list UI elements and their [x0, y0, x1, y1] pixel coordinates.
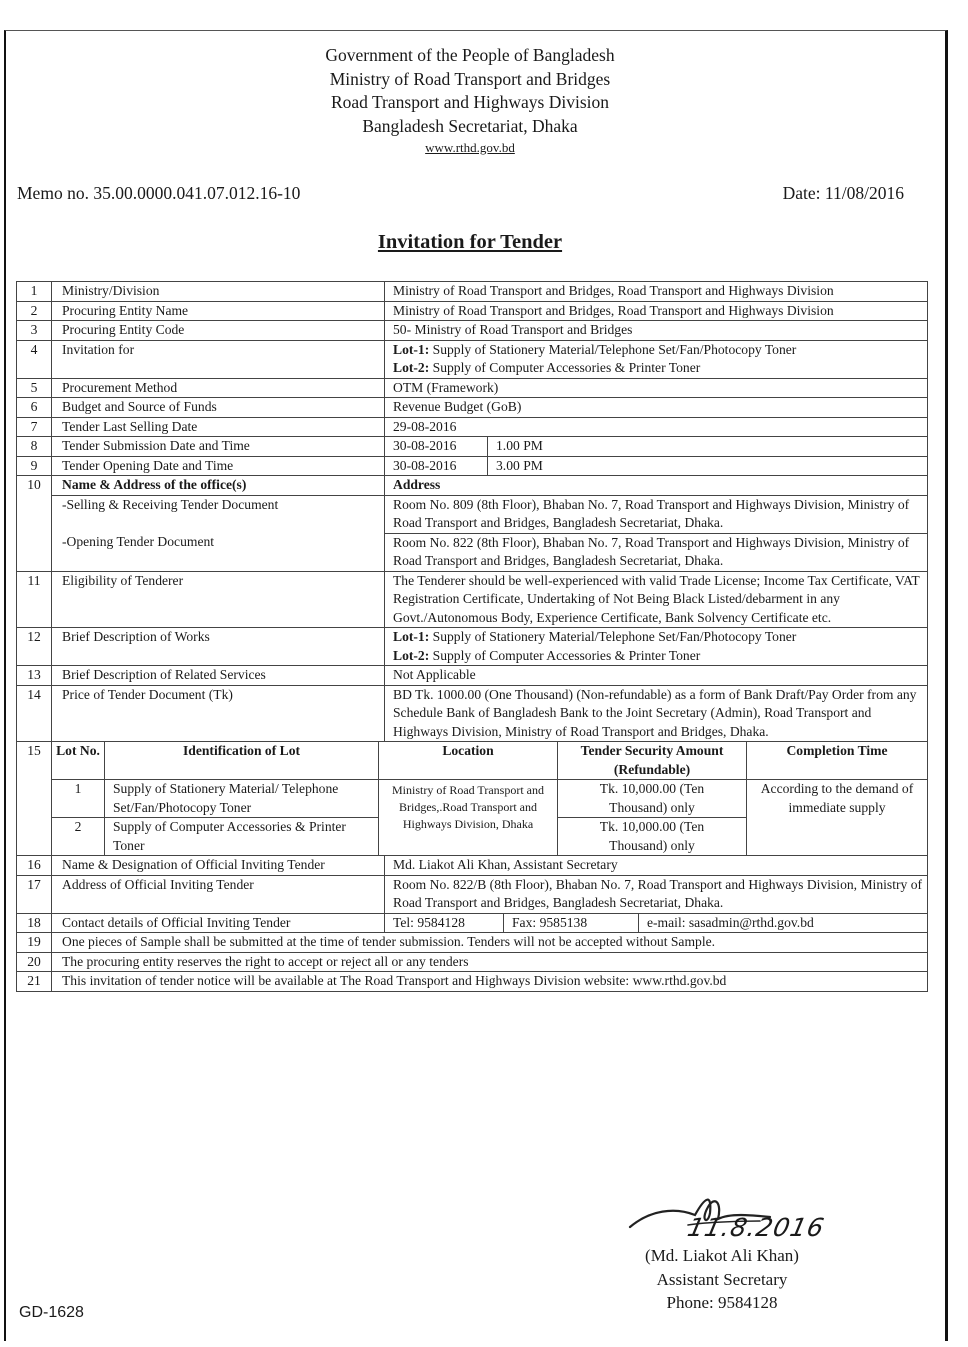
table-row	[17, 856, 928, 876]
signature-date: 11.8.2016	[684, 1213, 828, 1242]
lot-number: 1	[52, 780, 105, 818]
row-label: Tender Submission Date and Time	[52, 437, 385, 457]
lot-2-tag: Lot-2:	[393, 647, 430, 663]
row-number: 20	[17, 952, 52, 972]
footer-code: GD-1628	[19, 1304, 84, 1321]
row-value: Revenue Budget (GoB)	[385, 398, 928, 418]
contact-fax: Fax: 9585138	[503, 914, 638, 933]
row-number: 16	[17, 856, 52, 876]
table-row	[17, 437, 928, 457]
table-row	[17, 282, 928, 302]
table-row	[17, 321, 928, 341]
row-value: OTM (Framework)	[385, 378, 928, 398]
memo-number: Memo no. 35.00.0000.041.07.012.16-10	[17, 183, 301, 203]
table-row	[17, 628, 928, 666]
row-number: 12	[17, 628, 52, 666]
signatory-phone: Phone: 9584128	[666, 1293, 778, 1312]
row-value: Not Applicable	[385, 666, 928, 686]
table-row	[17, 933, 928, 953]
tender-table	[16, 281, 928, 992]
header-line-4: Bangladesh Secretariat, Dhaka	[362, 115, 578, 136]
lot-number: 2	[52, 818, 105, 856]
table-row	[17, 398, 928, 418]
row-number: 4	[17, 340, 52, 378]
table-row	[17, 742, 928, 856]
lot-table-header	[52, 742, 927, 780]
lot-2-tag: Lot-2:	[393, 360, 430, 375]
table-row	[17, 417, 928, 437]
row-label: Name & Address of the office(s)	[52, 476, 385, 496]
table-row	[17, 495, 928, 533]
submission-date: 30-08-2016	[393, 438, 457, 453]
table-row	[17, 301, 928, 321]
table-row	[17, 685, 928, 742]
lot-2-text: Supply of Computer Accessories & Printer Toner	[429, 360, 701, 375]
row-number: 17	[17, 875, 52, 913]
row-value	[385, 628, 928, 666]
lot-row	[52, 780, 927, 818]
row-label: Price of Tender Document (Tk)	[52, 685, 385, 742]
header-line-3: Road Transport and Highways Division	[330, 92, 610, 112]
lot-security: Tk. 10,000.00 (Ten Thousand) only	[558, 818, 747, 856]
row-label: -Opening Tender Document	[52, 533, 385, 571]
website-link[interactable]: www.rthd.gov.bd	[425, 140, 515, 155]
row-value	[385, 437, 928, 457]
table-row	[17, 378, 928, 398]
header-line-1: Government of the People of Bangladesh	[325, 45, 615, 65]
lot-table-cell	[52, 742, 928, 856]
row-value: Ministry of Road Transport and Bridges, Road Transport and Highways Division	[385, 282, 928, 302]
row-value: The Tenderer should be well-experienced with valid Trade License; Income Tax Certificate, VAT Registration Certificate, Undertaking of Not Being Black Listed/debarment in any Govt./Autonomous Body, Experience Certificate, Bank Solvency Certificate etc.	[385, 571, 928, 628]
lot-identification: Supply of Computer Accessories & Printer Toner	[105, 818, 379, 856]
row-label: Budget and Source of Funds	[52, 398, 385, 418]
row-value: Room No. 809 (8th Floor), Bhaban No. 7, Road Transport and Highways Division, Ministry of Road Transport and Bridges, Bangladesh Secretariat, Dhaka.	[385, 495, 928, 533]
opening-date: 30-08-2016	[393, 457, 457, 473]
row-label: Address of Official Inviting Tender	[52, 875, 385, 913]
lot-2-text: Supply of Computer Accessories & Printer Toner	[429, 647, 701, 663]
lot-identification: Supply of Stationery Material/ Telephone Set/Fan/Photocopy Toner	[105, 780, 379, 818]
row-label: Procuring Entity Code	[52, 321, 385, 341]
header-completion: Completion Time	[747, 742, 928, 780]
row-value: 50- Ministry of Road Transport and Bridges	[385, 321, 928, 341]
signatory-block	[606, 1244, 838, 1315]
contact-tel: Tel: 9584128	[393, 914, 465, 930]
letterhead	[0, 44, 940, 158]
row-number: 11	[17, 571, 52, 628]
opening-time: 3.00 PM	[487, 457, 580, 476]
lot-table	[52, 742, 927, 855]
row-label: Procurement Method	[52, 378, 385, 398]
table-row	[17, 913, 928, 933]
submission-time: 1.00 PM	[487, 437, 580, 456]
row-number: 7	[17, 417, 52, 437]
table-row	[17, 972, 928, 992]
row-number: 3	[17, 321, 52, 341]
lot-location: Ministry of Road Transport and Bridges,.Road Transport and Highways Division, Dhaka	[379, 780, 558, 856]
header-security: Tender Security Amount (Refundable)	[558, 742, 747, 780]
header-identification: Identification of Lot	[105, 742, 379, 780]
row-label: Ministry/Division	[52, 282, 385, 302]
table-row	[17, 476, 928, 496]
row-value: This invitation of tender notice will be available at The Road Transport and Highways Division website: www.rthd.gov.bd	[52, 972, 928, 992]
row-number: 19	[17, 933, 52, 953]
lot-completion: According to the demand of immediate supply	[747, 780, 928, 856]
page-title: Invitation for Tender	[377, 231, 563, 253]
table-row	[17, 666, 928, 686]
row-number: 8	[17, 437, 52, 457]
row-label: Brief Description of Works	[52, 628, 385, 666]
row-value	[385, 456, 928, 476]
row-value	[385, 913, 928, 933]
row-value: Address	[385, 476, 928, 496]
memo-date: Date: 11/08/2016	[782, 183, 904, 203]
row-value: BD Tk. 1000.00 (One Thousand) (Non-refundable) as a form of Bank Draft/Pay Order from any Schedule Bank of Bangladesh Bank to the Joint Secretary (Admin), Road Transport and Highways Division, Ministry of Road Transport and Bridges, Dhaka.	[385, 685, 928, 742]
row-label: Tender Opening Date and Time	[52, 456, 385, 476]
contact-email[interactable]: e-mail: sasadmin@rthd.gov.bd	[638, 914, 818, 933]
row-value: Room No. 822/B (8th Floor), Bhaban No. 7, Road Transport and Highways Division, Ministry of Road Transport and Bridges, Bangladesh Secretariat, Dhaka.	[385, 875, 928, 913]
signatory-designation: Assistant Secretary	[656, 1269, 788, 1289]
row-number: 13	[17, 666, 52, 686]
row-number: 15	[17, 742, 52, 856]
row-number: 9	[17, 456, 52, 476]
row-value: Ministry of Road Transport and Bridges, Road Transport and Highways Division	[385, 301, 928, 321]
table-row	[17, 875, 928, 913]
lot-1-text: Supply of Stationery Material/Telephone Set/Fan/Photocopy Toner	[429, 341, 797, 357]
table-row	[17, 533, 928, 571]
row-label: Eligibility of Tenderer	[52, 571, 385, 628]
signatory-name: (Md. Liakot Ali Khan)	[645, 1246, 799, 1265]
row-label: -Selling & Receiving Tender Document	[52, 495, 385, 533]
lot-security: Tk. 10,000.00 (Ten Thousand) only	[558, 780, 747, 818]
lot-1-tag: Lot-1:	[393, 341, 430, 357]
row-value: Room No. 822 (8th Floor), Bhaban No. 7, Road Transport and Highways Division, Ministry of Road Transport and Bridges, Bangladesh Secretariat, Dhaka.	[385, 533, 928, 571]
row-value: 29-08-2016	[385, 417, 928, 437]
lot-1-tag: Lot-1:	[393, 629, 430, 644]
row-label: Contact details of Official Inviting Tender	[52, 913, 385, 933]
row-label: Name & Designation of Official Inviting Tender	[52, 856, 385, 876]
table-row	[17, 340, 928, 378]
row-label: Invitation for	[52, 340, 385, 378]
row-label: Procuring Entity Name	[52, 301, 385, 321]
row-value: Md. Liakot Ali Khan, Assistant Secretary	[385, 856, 928, 876]
table-row	[17, 952, 928, 972]
table-row	[17, 456, 928, 476]
row-value	[385, 340, 928, 378]
row-label: Tender Last Selling Date	[52, 417, 385, 437]
row-number: 10	[17, 476, 52, 572]
row-number: 6	[17, 398, 52, 418]
row-value: One pieces of Sample shall be submitted at the time of tender submission. Tenders will not be accepted without Sample.	[52, 933, 928, 953]
header-location: Location	[379, 742, 558, 780]
header-line-2: Ministry of Road Transport and Bridges	[329, 68, 611, 89]
row-number: 5	[17, 378, 52, 398]
row-value: The procuring entity reserves the right to accept or reject all or any tenders	[52, 952, 928, 972]
row-label: Brief Description of Related Services	[52, 666, 385, 686]
row-number: 14	[17, 685, 52, 742]
row-number: 18	[17, 913, 52, 933]
header-lot-no: Lot No.	[52, 742, 105, 780]
row-number: 2	[17, 301, 52, 321]
lot-1-text: Supply of Stationery Material/Telephone Set/Fan/Photocopy Toner	[429, 629, 797, 644]
row-number: 1	[17, 282, 52, 302]
table-row	[17, 571, 928, 628]
row-number: 21	[17, 972, 52, 992]
